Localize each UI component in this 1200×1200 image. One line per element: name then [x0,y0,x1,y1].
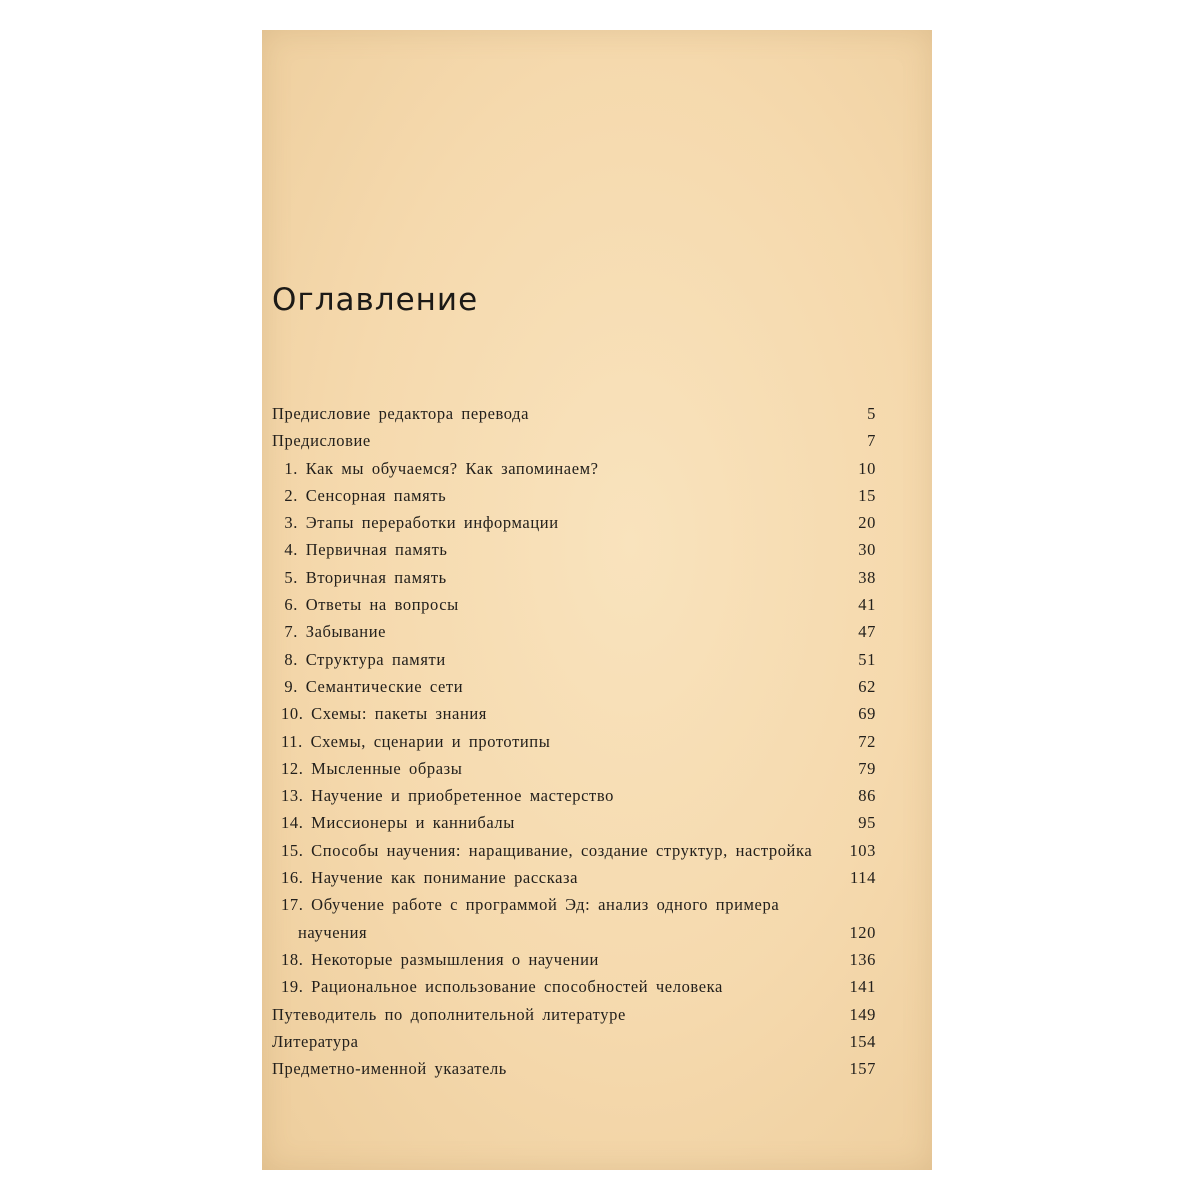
toc-entry-number: 6. [284,595,298,615]
toc-entry-number: 13. [281,786,304,806]
toc-entry-page: 5 [867,404,876,423]
toc-entry [272,591,876,618]
toc-entry-title-line [272,891,876,946]
toc-entry-page: 86 [858,786,876,806]
toc-entry-title-line [272,946,876,973]
toc-entry-page: 41 [858,595,876,615]
toc-entry-page: 72 [858,731,876,751]
toc-entry-title-line [272,509,876,536]
toc-entry-title: Предметно-именной указатель [272,1059,507,1079]
toc-entry-title-line [272,482,876,509]
toc-entry [272,700,876,727]
toc-entry-title-line [272,1028,876,1055]
toc-entry [272,427,876,454]
toc-entry-title-line [272,837,876,864]
toc-entry [272,728,876,755]
toc-entry [272,618,876,645]
toc-entry [272,673,876,700]
toc-entry [272,755,876,782]
toc-entry-title: Этапы переработки информации [305,513,559,533]
toc-entry-number: 7. [284,622,298,642]
toc-entry-number: 2. [284,485,298,505]
toc-entry-page: 38 [858,567,876,587]
toc-entry-page: 79 [858,758,876,778]
toc-entry-page: 136 [849,949,876,969]
table-of-contents [272,400,876,1082]
toc-entry-number: 15. [281,840,304,860]
toc-entry-title-line [272,673,876,700]
toc-entry-number: 17. [281,895,304,915]
toc-entry-title: Литература [272,1031,359,1051]
toc-entry-title-line [272,864,876,891]
toc-entry-number: 19. [281,977,304,997]
toc-entry-page: 95 [858,813,876,833]
toc-entry-title-line [272,1001,876,1028]
toc-entry-title-line [272,782,876,809]
toc-entry-title-line [272,728,876,755]
toc-entry-title-line [272,564,876,591]
toc-entry-number: 16. [281,868,304,888]
toc-entry-title-line [272,591,876,618]
toc-entry-title: Схемы: пакеты знания [311,704,488,724]
toc-entry-title: Схемы, сценарии и прототипы [310,731,551,751]
toc-entry-page: 7 [867,431,876,451]
toc-entry-title: Как мы обучаемся? Как запоминаем? [305,458,599,478]
toc-entry-title: Предисловие [272,431,371,451]
toc-entry-page: 69 [858,704,876,724]
toc-entry-page: 141 [849,977,876,997]
toc-entry-page: 62 [858,676,876,696]
book-page [262,30,932,1170]
toc-entry-page: 149 [849,1004,876,1024]
toc-entry-number: 9. [284,676,298,696]
toc-entry [272,400,876,427]
toc-entry-title-line [272,427,876,454]
toc-entry [272,482,876,509]
toc-entry-number: 5. [284,567,298,587]
toc-entry [272,646,876,673]
toc-entry-title-line [272,400,876,427]
toc-entry-number: 4. [284,540,298,560]
toc-entry-title: Вторичная память [305,567,447,587]
toc-entry-title-line [272,973,876,1000]
toc-entry-page: 15 [858,485,876,505]
toc-entry-title: Мысленные образы [311,758,463,778]
toc-entry-title-line [272,809,876,836]
toc-entry-number: 1. [284,458,298,478]
toc-entry-title: Структура памяти [305,649,446,669]
toc-entry-title: Предисловие редактора перевода [272,404,530,423]
toc-entry [272,564,876,591]
toc-entry-title: Ответы на вопросы [305,595,459,615]
toc-entry-page: 154 [849,1031,876,1051]
toc-entry-page: 10 [858,458,876,478]
toc-entry-number: 11. [281,731,303,751]
toc-entry-title: Способы научения: наращивание, создание структур, настройка [311,840,813,860]
toc-entry-number: 12. [281,758,304,778]
toc-entry-page: 157 [849,1059,876,1079]
page-heading: Оглавление [272,282,479,318]
toc-entry [272,536,876,563]
toc-entry-title: Семантические сети [305,676,464,696]
toc-entry-number: 8. [284,649,298,669]
toc-entry-page: 114 [850,868,876,888]
toc-entry-page: 20 [858,513,876,533]
toc-entry-title: Забывание [305,622,387,642]
toc-entry-title: Научение и приобретенное мастерство [311,786,614,806]
toc-entry-page: 103 [849,840,876,860]
toc-entry [272,1055,876,1082]
toc-entry-title: Рациональное использование способностей человека [311,977,723,997]
toc-entry [272,1028,876,1055]
toc-entry [272,864,876,891]
toc-entry-number: 18. [281,949,304,969]
toc-entry-number: 14. [281,813,304,833]
toc-entry-title-line [272,1055,876,1082]
toc-entry [272,782,876,809]
toc-entry-title: Сенсорная память [305,485,447,505]
toc-entry-title-line [272,700,876,727]
toc-entry-title: Миссионеры и каннибалы [311,813,515,833]
toc-entry-page: 47 [858,622,876,642]
toc-entry [272,837,876,864]
toc-entry-title-line [272,755,876,782]
toc-entry [272,891,876,946]
toc-entry-title: Некоторые размышления о научении [311,949,599,969]
toc-entry-title: Первичная память [305,540,448,560]
toc-entry [272,509,876,536]
toc-entry [272,809,876,836]
toc-entry-title: Научение как понимание рассказа [311,868,579,888]
toc-entry-title: Путеводитель по дополнительной литературе [272,1004,626,1024]
toc-entry-page: 120 [849,922,876,942]
toc-entry-title-line [272,536,876,563]
toc-entry [272,946,876,973]
toc-entry [272,973,876,1000]
toc-entry-title: Обучение работе с программой Эд: анализ одного примера научения [298,895,780,942]
toc-entry-title-line [272,618,876,645]
toc-entry [272,455,876,482]
toc-entry [272,1001,876,1028]
toc-entry-title-line [272,455,876,482]
toc-entry-page: 51 [858,649,876,669]
toc-entry-number: 3. [284,513,298,533]
toc-entry-page: 30 [858,540,876,560]
toc-entry-title-line [272,646,876,673]
toc-entry-number: 10. [281,704,304,724]
